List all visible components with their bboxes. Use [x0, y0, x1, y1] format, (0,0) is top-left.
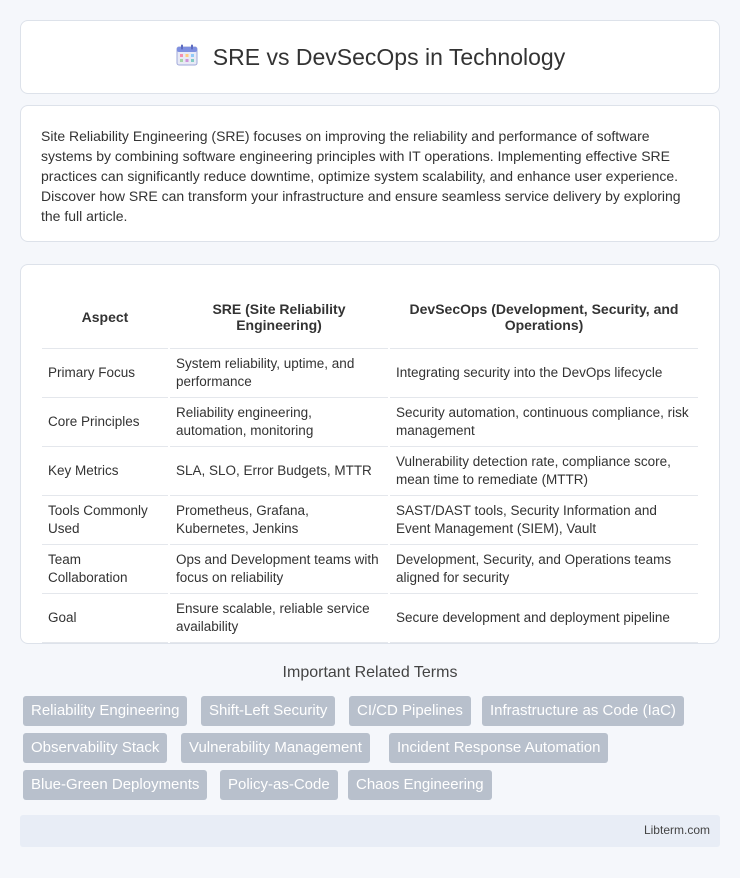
table-row: [42, 593, 698, 642]
table-cell: Ensure scalable, reliable service availability: [169, 593, 389, 642]
table-cell: Core Principles: [42, 397, 169, 446]
header-aspect: Aspect: [42, 286, 169, 348]
intro-text: Site Reliability Engineering (SRE) focuses on improving the reliability and performance of software systems by combining software engineering principles with IT operations. Implementing effective SRE practices can significantly reduce downtime, optimize system scalability, and enhance user experience. Discover how SRE can transform your infrastructure and ensure seamless service delivery by exploring the full article.: [41, 128, 681, 224]
tag-shift-left-security[interactable]: Shift-Left Security: [201, 696, 335, 726]
table-row: [42, 348, 698, 397]
table-cell: Team Collaboration: [42, 544, 169, 593]
tag-chaos-engineering[interactable]: Chaos Engineering: [348, 770, 492, 800]
table-cell: Tools Commonly Used: [42, 495, 169, 544]
header-card: [20, 20, 720, 94]
table-row: [42, 397, 698, 446]
table-header-row: [42, 286, 698, 348]
table-row: [42, 544, 698, 593]
footer: [20, 815, 720, 847]
tag-observability-stack[interactable]: Observability Stack: [23, 733, 167, 763]
table-cell: Key Metrics: [42, 446, 169, 495]
table-cell: Vulnerability detection rate, compliance score, mean time to remediate (MTTR): [389, 446, 698, 495]
calendar-icon: [175, 43, 199, 72]
intro-card: [20, 105, 720, 242]
table-cell: SLA, SLO, Error Budgets, MTTR: [169, 446, 389, 495]
table-cell: SAST/DAST tools, Security Information and Event Management (SIEM), Vault: [389, 495, 698, 544]
page-title: SRE vs DevSecOps in Technology: [212, 43, 566, 70]
table-cell: Prometheus, Grafana, Kubernetes, Jenkins: [169, 495, 389, 544]
tag-reliability-engineering[interactable]: Reliability Engineering: [23, 696, 187, 726]
header-sre: SRE (Site Reliability Engineering): [169, 286, 389, 348]
table-cell: Security automation, continuous compliance, risk management: [389, 397, 698, 446]
table-row: [42, 495, 698, 544]
tag-infrastructure-as-code[interactable]: Infrastructure as Code (IaC): [482, 696, 684, 726]
table-row: [42, 446, 698, 495]
comparison-table-card: [20, 264, 720, 644]
table-cell: Development, Security, and Operations teams aligned for security: [389, 544, 698, 593]
table-cell: Ops and Development teams with focus on reliability: [169, 544, 389, 593]
table-cell: Goal: [42, 593, 169, 642]
table-cell: Primary Focus: [42, 348, 169, 397]
table-cell: Secure development and deployment pipeline: [389, 593, 698, 642]
tag-blue-green-deployments[interactable]: Blue-Green Deployments: [23, 770, 207, 800]
footer-site-link[interactable]: Libterm.com: [643, 823, 710, 837]
comparison-table: [42, 286, 698, 643]
related-terms-title: Important Related Terms: [282, 664, 458, 681]
table-cell: Reliability engineering, automation, monitoring: [169, 397, 389, 446]
table-cell: System reliability, uptime, and performance: [169, 348, 389, 397]
tag-ci-cd-pipelines[interactable]: CI/CD Pipelines: [349, 696, 471, 726]
tag-vulnerability-management[interactable]: Vulnerability Management: [181, 733, 370, 763]
tag-policy-as-code[interactable]: Policy-as-Code: [220, 770, 338, 800]
tag-incident-response-automation[interactable]: Incident Response Automation: [389, 733, 608, 763]
header-devsecops: DevSecOps (Development, Security, and Operations): [389, 286, 698, 348]
table-cell: Integrating security into the DevOps lifecycle: [389, 348, 698, 397]
